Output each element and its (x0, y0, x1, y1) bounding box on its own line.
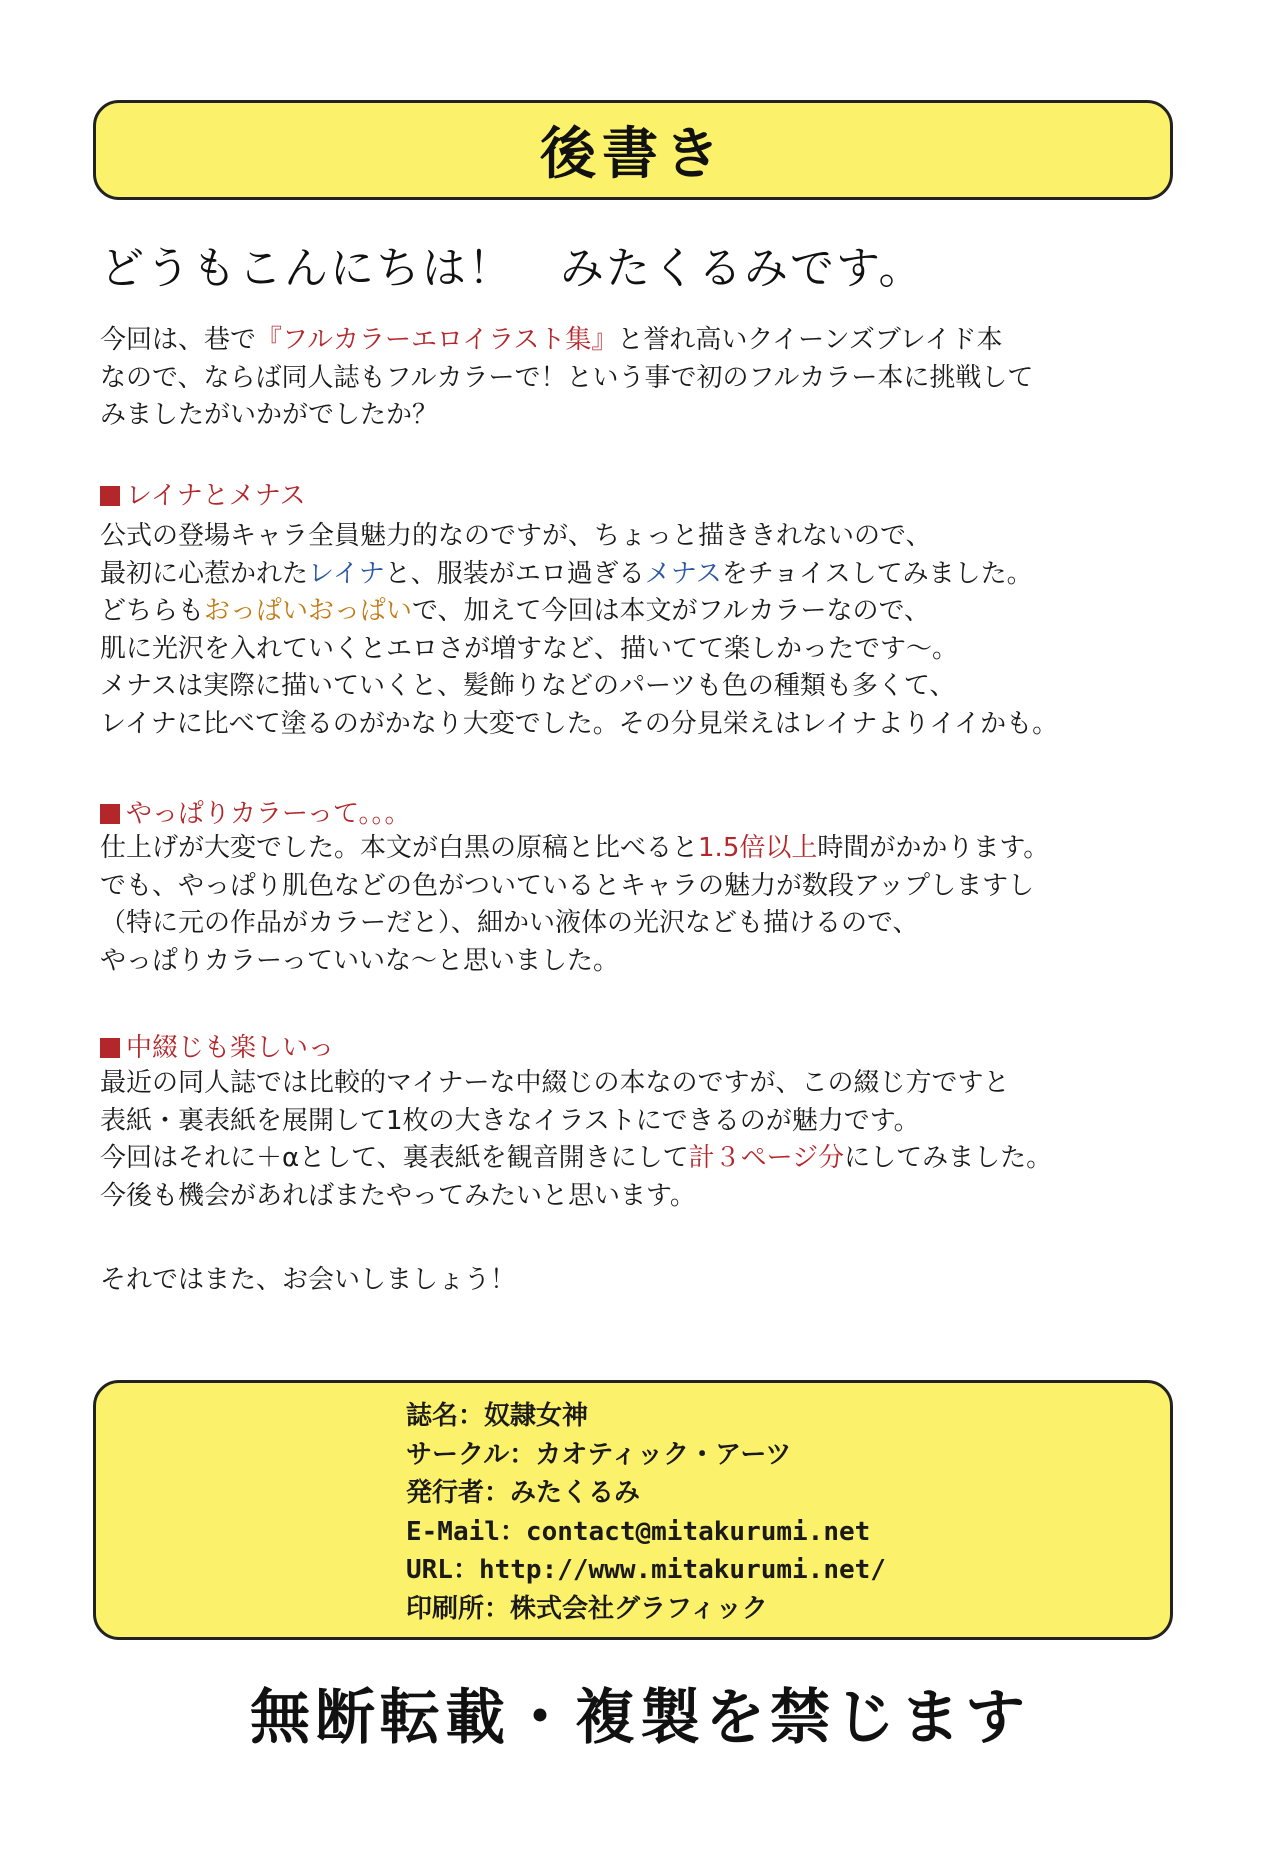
section2-line-3: （特に元の作品がカラーだと）、細かい液体の光沢なども描けるので、 (100, 908, 919, 938)
copyright-notice: 無断転載・複製を禁じます (250, 1683, 1030, 1753)
intro-text: 今回は、巷で (100, 325, 257, 355)
colophon-box (93, 1380, 1173, 1640)
section1-line-3 (100, 593, 1058, 631)
intro-line-2: なので、ならば同人誌もフルカラーで！という事で初のフルカラー本に挑戦して (100, 362, 1034, 393)
section1-line-4: 肌に光沢を入れていくとエロさが増すなど、描いてて楽しかったです～。 (100, 633, 959, 664)
section1-line-1: 公式の登場キャラ全員魅力的なのですが、ちょっと描ききれないので、 (100, 521, 932, 551)
section-heading-reina-menace (100, 475, 306, 512)
intro-line-3: みましたがいかがでしたか？ (100, 400, 439, 430)
heading-label: やっぱりカラーって。。。 (126, 799, 411, 829)
section1-text: どちらも (100, 596, 205, 626)
colophon-url: URL：http://www.mitakurumi.net/ (406, 1555, 886, 1585)
intro-line-1 (100, 322, 1033, 360)
colophon-printer: 印刷所：株式会社グラフィック (406, 1593, 768, 1624)
section3-text: にしてみました。 (844, 1143, 1053, 1173)
section3-line-3 (100, 1140, 1052, 1178)
section3-paragraph (100, 1065, 1052, 1215)
colophon-publisher: 発行者：みたくるみ (406, 1478, 641, 1508)
section1-line-6: レイナに比べて塗るのがかなり大変でした。その分見栄えはレイナよりイイかも。 (100, 708, 1059, 739)
colophon-list (406, 1397, 886, 1628)
section2-line-2: でも、やっぱり肌色などの色がついているとキャラの魅力が数段アップしますし (100, 870, 1035, 901)
page-title: 後書き (540, 122, 726, 187)
section3-line-2: 表紙・裏表紙を展開して1枚の大きなイラストにできるのが魅力です。 (100, 1105, 920, 1136)
greeting: どうもこんにちは！ みたくるみです。 (100, 243, 925, 294)
intro-text: と誉れ高いクイーンズブレイド本 (617, 325, 1003, 355)
heading-label: レイナとメナス (126, 481, 306, 511)
section2-paragraph (100, 830, 1049, 980)
heading-label: 中綴じも楽しいっ (126, 1033, 335, 1063)
title-banner (93, 100, 1173, 200)
section1-text: をチョイスしてみました。 (721, 558, 1033, 589)
section1-line-2 (100, 556, 1058, 594)
colophon-title: 誌名：奴隷女神 (406, 1401, 589, 1431)
section2-text: 時間がかかります。 (817, 833, 1050, 863)
section2-highlight: 1.5倍以上 (698, 833, 818, 863)
closing-line: それではまた、お会いしましょう！ (100, 1265, 517, 1295)
reina-name: レイナ (308, 558, 385, 589)
section3-line-4: 今後も機会があればまたやってみたいと思います。 (100, 1180, 696, 1211)
intro-highlight: 『フルカラーエロイラスト集』 (256, 325, 618, 355)
section1-highlight: おっぱいおっぱい (204, 596, 413, 626)
section2-line-1 (100, 830, 1049, 868)
section2-line-4: やっぱりカラーっていいな～と思いました。 (100, 945, 619, 976)
section1-text: で、加えて今回は本文がフルカラーなので、 (412, 596, 930, 626)
square-bullet-icon (100, 804, 120, 824)
section3-line-1: 最近の同人誌では比較的マイナーな中綴じの本なのですが、この綴じ方ですと (100, 1068, 1010, 1098)
section1-text: 最初に心惹かれた (100, 558, 309, 589)
square-bullet-icon (100, 486, 120, 506)
section1-paragraph (100, 518, 1058, 743)
menace-name: メナス (644, 558, 722, 589)
square-bullet-icon (100, 1038, 120, 1058)
section3-text: 今回はそれに＋αとして、裏表紙を観音開きにして (100, 1143, 689, 1173)
section1-line-5: メナスは実際に描いていくと、髪飾りなどのパーツも色の種類も多くて、 (100, 671, 956, 701)
section-heading-saddle-stitch (100, 1027, 334, 1064)
section-heading-color (100, 793, 410, 830)
intro-paragraph (100, 322, 1033, 435)
colophon-email: E-Mail：contact@mitakurumi.net (406, 1516, 871, 1547)
colophon-circle: サークル：カオティック・アーツ (406, 1439, 792, 1470)
section2-text: 仕上げが大変でした。本文が白黒の原稿と比べると (100, 833, 699, 863)
section3-highlight: 計３ページ分 (688, 1143, 845, 1173)
section1-text: と、服装がエロ過ぎる (384, 558, 645, 589)
